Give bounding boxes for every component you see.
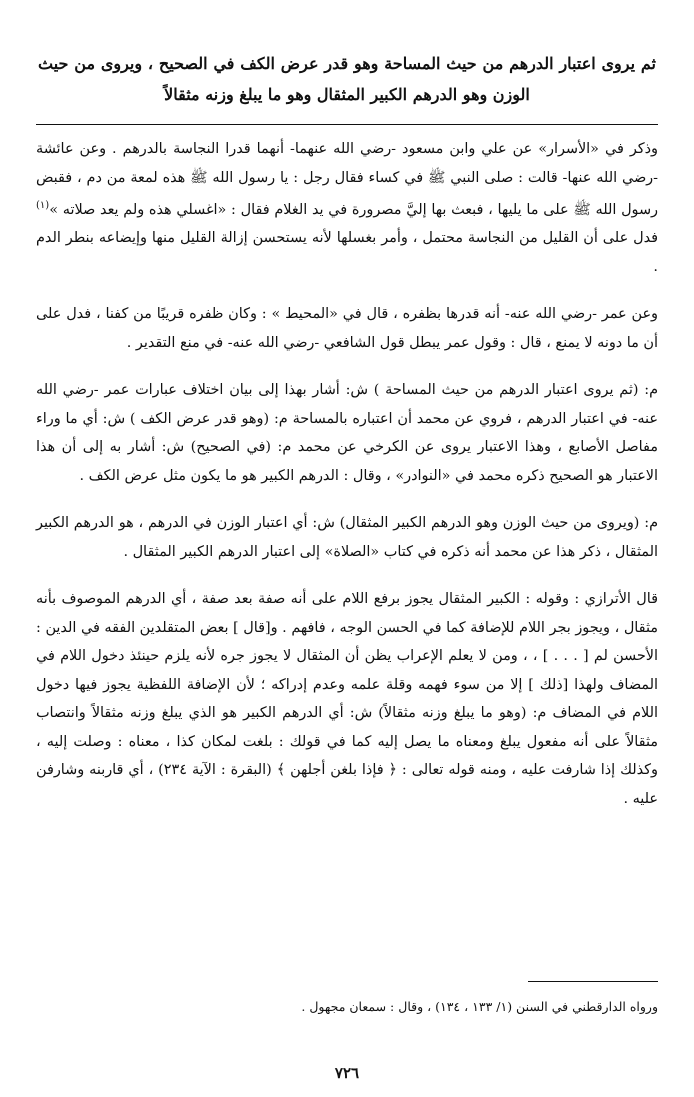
page-number: ٧٢٦ xyxy=(334,1064,360,1082)
footnote-divider xyxy=(528,981,658,982)
paragraph-5: قال الأترازي : وقوله : الكبير المثقال يجوز برفع اللام على أنه صفة بعد صفة ، أي الدرهم الموصوف بأنه مثقال ، ويجوز بجر اللام للإضافة كما في الحسن الوجه ، فافهم . و[قال ] بعض المتقلدين الفقه في الدين : الأحسن لم [ . . . ] ، ، ومن لا يعلم الإعراب يظن أن المثقال لا يجوز جره لأنه يلزم حينئذ دخول اللام في المضاف ولهذا [ذلك ] إلا من سوء فهمه وقلة علمه وعدم إدراكه ؛ لأن الإضافة اللفظية يجوز فيها دخول اللام في المضاف م: (وهو ما يبلغ وزنه مثقالاً) ش: أي الدرهم الكبير هو الذي يبلغ وزنه مثقالاً وانتصاب مثقالاً على أنه مفعول يبلغ ومعناه ما يصل إليه كما في قولك : بلغت لمكان كذا ، معناه : وصلت إليه ، وكذلك إذا شارفت عليه ، ومنه قوله تعالى : ﴿ فإذا بلغن أجلهن ﴾ (البقرة : الآية ٢٣٤) ، أي قاربنه وشارفن عليه . xyxy=(36,591,658,807)
paragraph-4: م: (ويروى من حيث الوزن وهو الدرهم الكبير المثقال) ش: أي اعتبار الوزن في الدرهم ، هو الدرهم الكبير المثقال ، ذكر هذا عن محمد أنه ذكره في كتاب «الصلاة» إلى اعتبار الدرهم الكبير المثقال . xyxy=(36,515,658,560)
paragraph-2: وعن عمر -رضي الله عنه- أنه قدرها بظفره ، قال في «المحيط » : وكان ظفره قريبًا من كفنا ، فدل على أن ما دونه لا يمنع ، قال : وقول عمر يبطل قول الشافعي -رضي الله عنه- في منع التقدير . xyxy=(36,306,658,351)
matn-header xyxy=(36,48,658,110)
paragraph-1 xyxy=(36,135,658,281)
header-line-2: الوزن وهو الدرهم الكبير المثقال وهو ما يبلغ وزنه مثقالاً xyxy=(164,85,530,104)
paragraph-3: م: (ثم يروى اعتبار الدرهم من حيث المساحة ) ش: أشار بهذا إلى بيان اختلاف عبارات عمر -رضي الله عنه- في اعتبار الدرهم ، فروي عن محمد أن اعتباره بالمساحة م: (وهو قدر عرض الكف ) ش: أي ما وراء مفاصل الأصابع ، وهذا الاعتبار يروى عن الكرخي عن محمد م: (في الصحيح) ش: أشار به إلى أن هذا الاعتبار هو الصحيح ذكره محمد في «النوادر» ، وقال : الدرهم الكبير هو ما يكون مثل عرض الكف . xyxy=(36,382,658,484)
document-page xyxy=(36,48,658,1097)
footnote-marker: (١) xyxy=(36,200,50,211)
footnote: ورواه الدارقطني في السنن (١/ ١٣٣ ، ١٣٤) ، وقال : سمعان مجهول . xyxy=(301,999,658,1014)
paragraph-1-text: وذكر في «الأسرار» عن علي وابن مسعود -رضي الله عنهما- أنهما قدرا النجاسة بالدرهم . وعن عائشة -رضي الله عنها- قالت : صلى النبي ﷺ في كساء فقال رجل : يا رسول الله ﷺ هذه لمعة من دم ، فقبض رسول الله ﷺ على ما يليها ، فبعث بها إليَّ مصرورة في يد الغلام فقال : «اغسلي هذه ولم يعد صلاته » xyxy=(36,141,658,218)
paragraph-1-tail: فدل على أن القليل من النجاسة محتمل ، وأمر بغسلها لأنه يستحسن إزالة القليل منها وإيضاعه بنطر الدم . xyxy=(36,230,658,275)
header-divider xyxy=(36,124,658,125)
header-line-1: ثم يروى اعتبار الدرهم من حيث المساحة وهو قدر عرض الكف في الصحيح ، ويروى من حيث xyxy=(38,54,656,73)
